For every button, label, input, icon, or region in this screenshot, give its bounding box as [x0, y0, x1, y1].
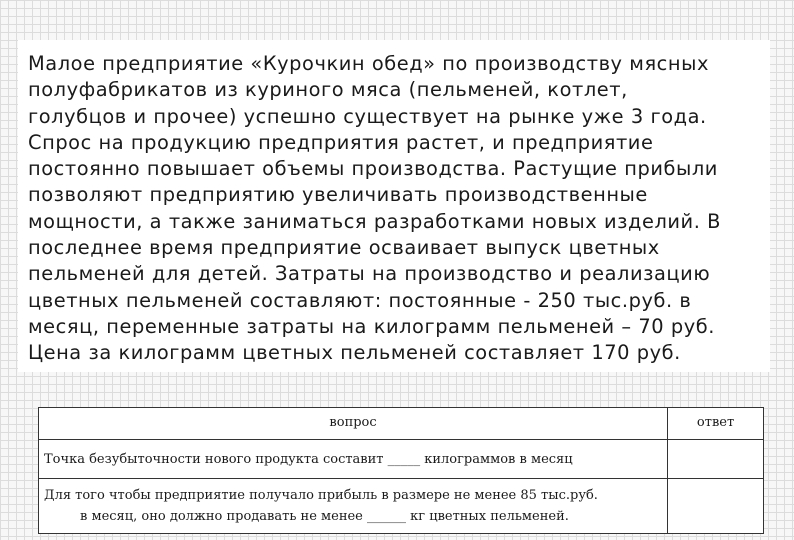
table-header-row	[39, 408, 764, 440]
problem-line: голубцов и прочее) успешно существует на рынке уже 3 года.	[28, 104, 707, 128]
problem-line: полуфабрикатов из куриного мяса (пельменей, котлет,	[28, 78, 628, 102]
problem-line: пельменей для детей. Затраты на производство и реализацию	[28, 262, 711, 286]
problem-line: постоянно повышает объемы производства. Растущие прибыли	[28, 157, 718, 181]
header-question-cell: вопрос	[39, 408, 668, 440]
question-text: Точка безубыточности нового продукта составит _____ килограммов в месяц	[44, 451, 573, 467]
problem-line: Спрос на продукцию предприятия растет, и предприятие	[28, 130, 654, 154]
answer-cell[interactable]	[668, 440, 764, 479]
table-row	[39, 479, 764, 534]
table-row	[39, 440, 764, 479]
problem-text-panel	[18, 40, 770, 372]
problem-line: Малое предприятие «Курочкин обед» по производству мясных	[28, 52, 710, 75]
problem-line: месяц, переменные затраты на килограмм пельменей – 70 руб.	[28, 314, 715, 338]
question-text: в месяц, оно должно продавать не менее ______ кг цветных пельменей.	[80, 509, 569, 524]
problem-line: позволяют предприятию увеличивать производственные	[28, 183, 648, 207]
answer-cell[interactable]	[668, 479, 764, 534]
question-answer-table	[38, 407, 764, 534]
problem-line: Цена за килограмм цветных пельменей составляет 170 руб.	[28, 341, 681, 365]
problem-line: мощности, а также заниматься разработками новых изделий. В	[28, 209, 721, 233]
header-answer-cell: ответ	[668, 408, 764, 440]
question-cell	[39, 440, 668, 479]
problem-line: цветных пельменей составляют: постоянные - 250 тыс.руб. в	[28, 288, 692, 312]
problem-line: последнее время предприятие осваивает выпуск цветных	[28, 236, 660, 260]
question-cell	[39, 479, 668, 534]
question-text: Для того чтобы предприятие получало прибыль в размере не менее 85 тыс.руб.	[44, 488, 598, 503]
